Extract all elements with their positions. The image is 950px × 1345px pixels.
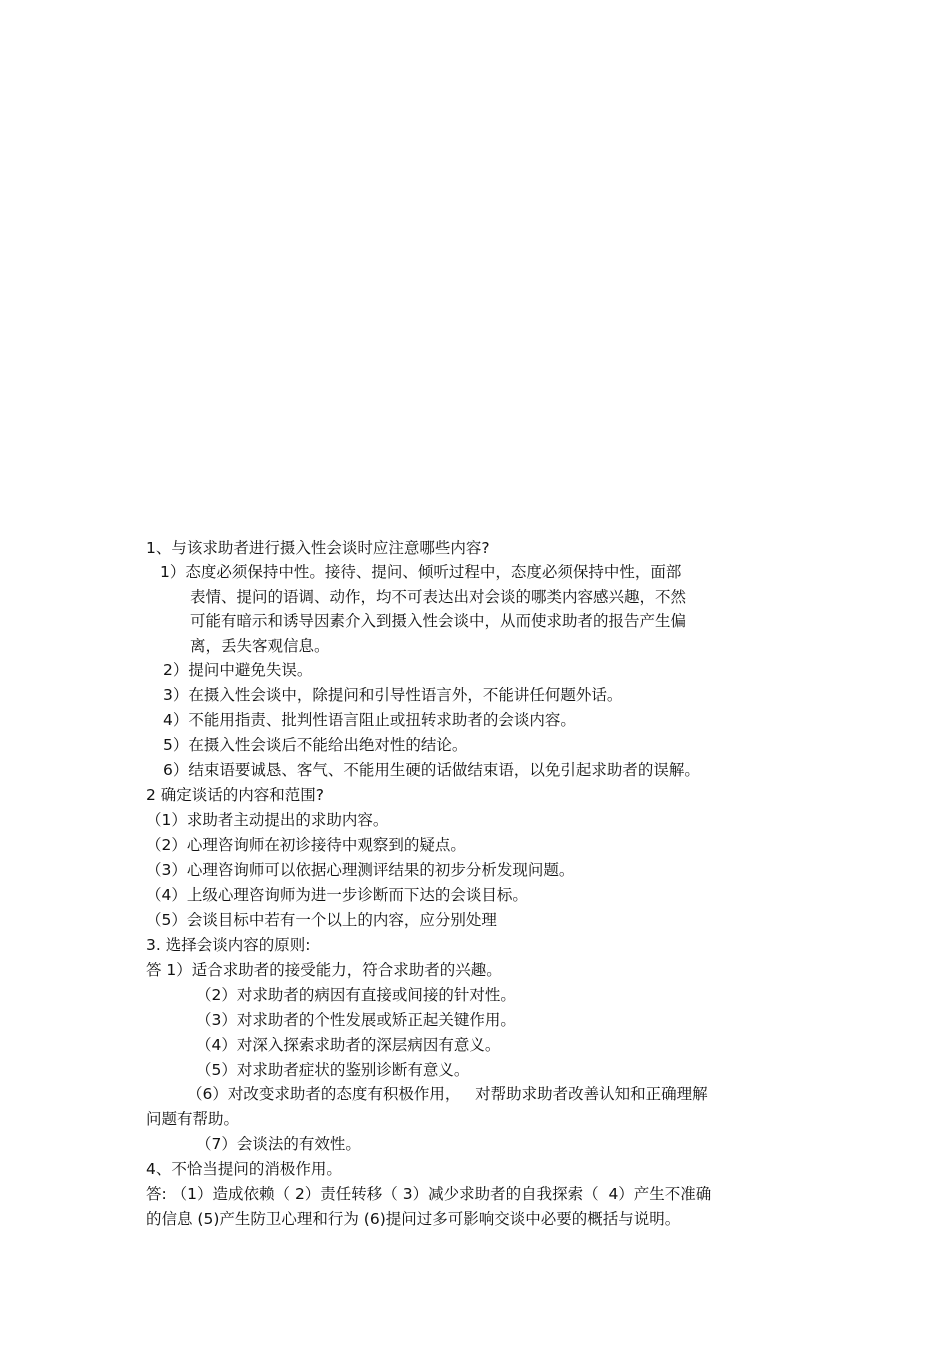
q1-item-1-line-3: 可能有暗示和诱导因素介入到摄入性会谈中，从而使求助者的报告产生偏 — [190, 612, 687, 630]
q1-item-1-line-4: 离，丢失客观信息。 — [190, 637, 330, 655]
q3-item-4: （4）对深入探索求助者的深层病因有意义。 — [196, 1036, 501, 1054]
q3-item-1: 答 1）适合求助者的接受能力，符合求助者的兴趣。 — [146, 961, 502, 979]
q3-item-5: （5）对求助者症状的鉴别诊断有意义。 — [196, 1061, 470, 1079]
q3-item-2: （2）对求助者的病因有直接或间接的针对性。 — [196, 986, 516, 1004]
q2-item-3: （3）心理咨询师可以依据心理测评结果的初步分析发现问题。 — [146, 861, 575, 879]
q1-item-4: 4）不能用指责、批判性语言阻止或扭转求助者的会谈内容。 — [163, 711, 576, 729]
q3-item-6-cont: 问题有帮助。 — [146, 1110, 240, 1128]
q1-item-3: 3）在摄入性会谈中，除提问和引导性语言外，不能讲任何题外话。 — [163, 686, 623, 704]
q1-item-1-line-1: 1）态度必须保持中性。接待、提问、倾听过程中，态度必须保持中性，面部 — [160, 563, 682, 581]
q3-heading: 3. 选择会谈内容的原则: — [146, 936, 311, 954]
q4-answer-line-1: 答: （1）造成依赖（ 2）责任转移（ 3）减少求助者的自我探索（ 4）产生不准确 — [146, 1185, 712, 1203]
q2-heading: 2 确定谈话的内容和范围? — [146, 786, 325, 804]
q2-item-2: （2）心理咨询师在初诊接待中观察到的疑点。 — [146, 836, 466, 854]
q3-item-7: （7）会谈法的有效性。 — [196, 1135, 361, 1153]
q1-item-2: 2）提问中避免失误。 — [163, 661, 313, 679]
q2-item-1: （1）求助者主动提出的求助内容。 — [146, 811, 389, 829]
q1-item-5: 5）在摄入性会谈后不能给出绝对性的结论。 — [163, 736, 468, 754]
q4-answer-line-2: 的信息 (5)产生防卫心理和行为 (6)提问过多可影响交谈中必要的概括与说明。 — [146, 1210, 681, 1228]
q3-item-3: （3）对求助者的个性发展或矫正起关键作用。 — [196, 1011, 516, 1029]
q1-item-6: 6）结束语要诚恳、客气、不能用生硬的话做结束语，以免引起求助者的误解。 — [163, 761, 700, 779]
q2-item-4: （4）上级心理咨询师为进一步诊断而下达的会谈目标。 — [146, 886, 528, 904]
q1-heading: 1、与该求助者进行摄入性会谈时应注意哪些内容? — [146, 539, 490, 557]
q4-heading: 4、不恰当提问的消极作用。 — [146, 1160, 342, 1178]
q1-item-1-line-2: 表情、提问的语调、动作，均不可表达出对会谈的哪类内容感兴趣，不然 — [190, 588, 687, 606]
q2-item-5: （5）会谈目标中若有一个以上的内容，应分别处理 — [146, 911, 497, 929]
q3-item-6: （6）对改变求助者的态度有积极作用， 对帮助求助者改善认知和正确理解 — [187, 1085, 708, 1103]
